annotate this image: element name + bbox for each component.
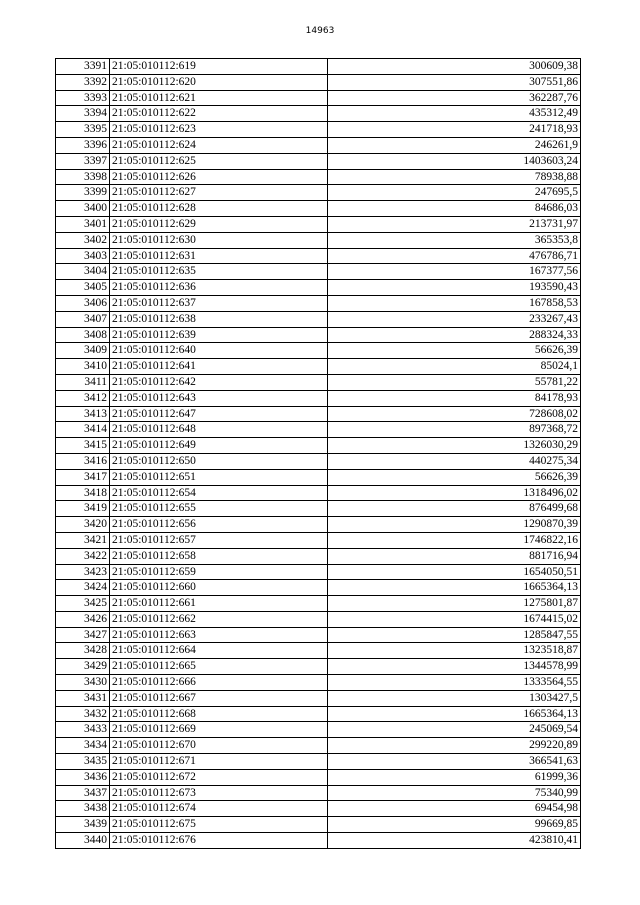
row-number-cell: 3398 [56,169,110,185]
table-row [56,548,581,564]
table-row [56,295,581,311]
table-row [56,690,581,706]
table-row [56,643,581,659]
table-row [56,390,581,406]
table-row [56,122,581,138]
cadastral-number-cell: 21:05:010112:669 [110,722,328,738]
row-number-cell: 3413 [56,406,110,422]
cadastral-number-cell: 21:05:010112:625 [110,153,328,169]
table-row [56,90,581,106]
cadastral-number-cell: 21:05:010112:674 [110,801,328,817]
row-number-cell: 3405 [56,280,110,296]
row-number-cell: 3407 [56,311,110,327]
table-row [56,611,581,627]
table-row [56,153,581,169]
row-number-cell: 3433 [56,722,110,738]
cadastral-number-cell: 21:05:010112:663 [110,627,328,643]
row-number-cell: 3435 [56,754,110,770]
table-row [56,438,581,454]
table-row [56,564,581,580]
table-row [56,201,581,217]
row-number-cell: 3434 [56,738,110,754]
cadastral-number-cell: 21:05:010112:666 [110,675,328,691]
value-cell: 69454,98 [328,801,581,817]
value-cell: 476786,71 [328,248,581,264]
page-number: 14963 [305,26,335,36]
table-row [56,833,581,849]
value-cell: 1344578,99 [328,659,581,675]
value-cell: 1746822,16 [328,532,581,548]
value-cell: 440275,34 [328,453,581,469]
row-number-cell: 3400 [56,201,110,217]
table-row [56,596,581,612]
row-number-cell: 3397 [56,153,110,169]
value-cell: 246261,9 [328,137,581,153]
cadastral-number-cell: 21:05:010112:622 [110,106,328,122]
table-row [56,738,581,754]
row-number-cell: 3393 [56,90,110,106]
value-cell: 75340,99 [328,785,581,801]
row-number-cell: 3429 [56,659,110,675]
cadastral-number-cell: 21:05:010112:670 [110,738,328,754]
table-row [56,801,581,817]
value-cell: 99669,85 [328,817,581,833]
table-row [56,74,581,90]
value-cell: 1275801,87 [328,596,581,612]
value-cell: 84686,03 [328,201,581,217]
table-row [56,785,581,801]
value-cell: 366541,63 [328,754,581,770]
table-row [56,517,581,533]
value-cell: 233267,43 [328,311,581,327]
row-number-cell: 3436 [56,769,110,785]
table-row [56,374,581,390]
row-number-cell: 3406 [56,295,110,311]
row-number-cell: 3418 [56,485,110,501]
cadastral-number-cell: 21:05:010112:675 [110,817,328,833]
cadastral-number-cell: 21:05:010112:623 [110,122,328,138]
table-row [56,216,581,232]
value-cell: 167377,56 [328,264,581,280]
value-cell: 78938,88 [328,169,581,185]
row-number-cell: 3402 [56,232,110,248]
value-cell: 365353,8 [328,232,581,248]
cadastral-number-cell: 21:05:010112:637 [110,295,328,311]
value-cell: 300609,38 [328,59,581,75]
value-cell: 213731,97 [328,216,581,232]
table-row [56,406,581,422]
row-number-cell: 3425 [56,596,110,612]
table-row [56,232,581,248]
row-number-cell: 3403 [56,248,110,264]
cadastral-value-table [55,58,581,849]
table-row [56,580,581,596]
value-cell: 247695,5 [328,185,581,201]
table-row [56,359,581,375]
row-number-cell: 3395 [56,122,110,138]
table-row [56,659,581,675]
cadastral-number-cell: 21:05:010112:639 [110,327,328,343]
value-cell: 1285847,55 [328,627,581,643]
table-row [56,311,581,327]
row-number-cell: 3432 [56,706,110,722]
cadastral-number-cell: 21:05:010112:660 [110,580,328,596]
value-cell: 307551,86 [328,74,581,90]
row-number-cell: 3404 [56,264,110,280]
row-number-cell: 3421 [56,532,110,548]
value-cell: 1654050,51 [328,564,581,580]
value-cell: 1326030,29 [328,438,581,454]
cadastral-number-cell: 21:05:010112:667 [110,690,328,706]
row-number-cell: 3412 [56,390,110,406]
cadastral-number-cell: 21:05:010112:627 [110,185,328,201]
value-cell: 435312,49 [328,106,581,122]
cadastral-number-cell: 21:05:010112:654 [110,485,328,501]
table-row [56,817,581,833]
value-cell: 362287,76 [328,90,581,106]
value-cell: 423810,41 [328,833,581,849]
table-row [56,185,581,201]
cadastral-number-cell: 21:05:010112:651 [110,469,328,485]
cadastral-number-cell: 21:05:010112:640 [110,343,328,359]
row-number-cell: 3438 [56,801,110,817]
row-number-cell: 3416 [56,453,110,469]
cadastral-number-cell: 21:05:010112:643 [110,390,328,406]
value-cell: 299220,89 [328,738,581,754]
table-row [56,106,581,122]
value-cell: 881716,94 [328,548,581,564]
value-cell: 1323518,87 [328,643,581,659]
cadastral-number-cell: 21:05:010112:676 [110,833,328,849]
cadastral-number-cell: 21:05:010112:661 [110,596,328,612]
cadastral-number-cell: 21:05:010112:641 [110,359,328,375]
table-row [56,769,581,785]
value-cell: 1403603,24 [328,153,581,169]
table-row [56,754,581,770]
table-row [56,532,581,548]
row-number-cell: 3426 [56,611,110,627]
cadastral-number-cell: 21:05:010112:621 [110,90,328,106]
row-number-cell: 3414 [56,422,110,438]
row-number-cell: 3430 [56,675,110,691]
value-cell: 1290870,39 [328,517,581,533]
value-cell: 876499,68 [328,501,581,517]
table-row [56,706,581,722]
table-row [56,248,581,264]
cadastral-number-cell: 21:05:010112:642 [110,374,328,390]
cadastral-number-cell: 21:05:010112:657 [110,532,328,548]
cadastral-number-cell: 21:05:010112:672 [110,769,328,785]
value-cell: 1303427,5 [328,690,581,706]
cadastral-number-cell: 21:05:010112:628 [110,201,328,217]
cadastral-number-cell: 21:05:010112:673 [110,785,328,801]
table-body [56,59,581,849]
cadastral-number-cell: 21:05:010112:647 [110,406,328,422]
cadastral-number-cell: 21:05:010112:671 [110,754,328,770]
cadastral-number-cell: 21:05:010112:638 [110,311,328,327]
row-number-cell: 3409 [56,343,110,359]
value-cell: 56626,39 [328,469,581,485]
row-number-cell: 3417 [56,469,110,485]
table-row [56,501,581,517]
value-cell: 245069,54 [328,722,581,738]
cadastral-number-cell: 21:05:010112:655 [110,501,328,517]
row-number-cell: 3419 [56,501,110,517]
cadastral-number-cell: 21:05:010112:658 [110,548,328,564]
cadastral-number-cell: 21:05:010112:630 [110,232,328,248]
table-row [56,137,581,153]
row-number-cell: 3423 [56,564,110,580]
value-cell: 1674415,02 [328,611,581,627]
value-cell: 55781,22 [328,374,581,390]
row-number-cell: 3394 [56,106,110,122]
cadastral-number-cell: 21:05:010112:665 [110,659,328,675]
cadastral-number-cell: 21:05:010112:668 [110,706,328,722]
value-cell: 288324,33 [328,327,581,343]
table-row [56,280,581,296]
row-number-cell: 3410 [56,359,110,375]
table-row [56,675,581,691]
cadastral-number-cell: 21:05:010112:662 [110,611,328,627]
row-number-cell: 3422 [56,548,110,564]
row-number-cell: 3439 [56,817,110,833]
value-cell: 728608,02 [328,406,581,422]
cadastral-number-cell: 21:05:010112:656 [110,517,328,533]
row-number-cell: 3440 [56,833,110,849]
row-number-cell: 3420 [56,517,110,533]
value-cell: 1318496,02 [328,485,581,501]
row-number-cell: 3392 [56,74,110,90]
cadastral-number-cell: 21:05:010112:619 [110,59,328,75]
row-number-cell: 3401 [56,216,110,232]
row-number-cell: 3431 [56,690,110,706]
row-number-cell: 3408 [56,327,110,343]
cadastral-number-cell: 21:05:010112:659 [110,564,328,580]
table-row [56,327,581,343]
value-cell: 167858,53 [328,295,581,311]
row-number-cell: 3437 [56,785,110,801]
value-cell: 193590,43 [328,280,581,296]
cadastral-number-cell: 21:05:010112:624 [110,137,328,153]
cadastral-number-cell: 21:05:010112:635 [110,264,328,280]
table-row [56,343,581,359]
row-number-cell: 3415 [56,438,110,454]
table-row [56,422,581,438]
row-number-cell: 3424 [56,580,110,596]
table-row [56,722,581,738]
cadastral-number-cell: 21:05:010112:664 [110,643,328,659]
cadastral-number-cell: 21:05:010112:620 [110,74,328,90]
table-row [56,59,581,75]
value-cell: 897368,72 [328,422,581,438]
row-number-cell: 3396 [56,137,110,153]
value-cell: 61999,36 [328,769,581,785]
cadastral-number-cell: 21:05:010112:629 [110,216,328,232]
value-cell: 1665364,13 [328,580,581,596]
row-number-cell: 3391 [56,59,110,75]
row-number-cell: 3399 [56,185,110,201]
value-cell: 85024,1 [328,359,581,375]
cadastral-number-cell: 21:05:010112:631 [110,248,328,264]
value-cell: 84178,93 [328,390,581,406]
table-row [56,627,581,643]
table-row [56,485,581,501]
cadastral-number-cell: 21:05:010112:649 [110,438,328,454]
table-row [56,469,581,485]
cadastral-number-cell: 21:05:010112:636 [110,280,328,296]
value-cell: 1333564,55 [328,675,581,691]
value-cell: 56626,39 [328,343,581,359]
cadastral-number-cell: 21:05:010112:650 [110,453,328,469]
table-row [56,453,581,469]
cadastral-number-cell: 21:05:010112:626 [110,169,328,185]
row-number-cell: 3428 [56,643,110,659]
row-number-cell: 3411 [56,374,110,390]
value-cell: 1665364,13 [328,706,581,722]
table-row [56,169,581,185]
table-row [56,264,581,280]
row-number-cell: 3427 [56,627,110,643]
value-cell: 241718,93 [328,122,581,138]
cadastral-number-cell: 21:05:010112:648 [110,422,328,438]
